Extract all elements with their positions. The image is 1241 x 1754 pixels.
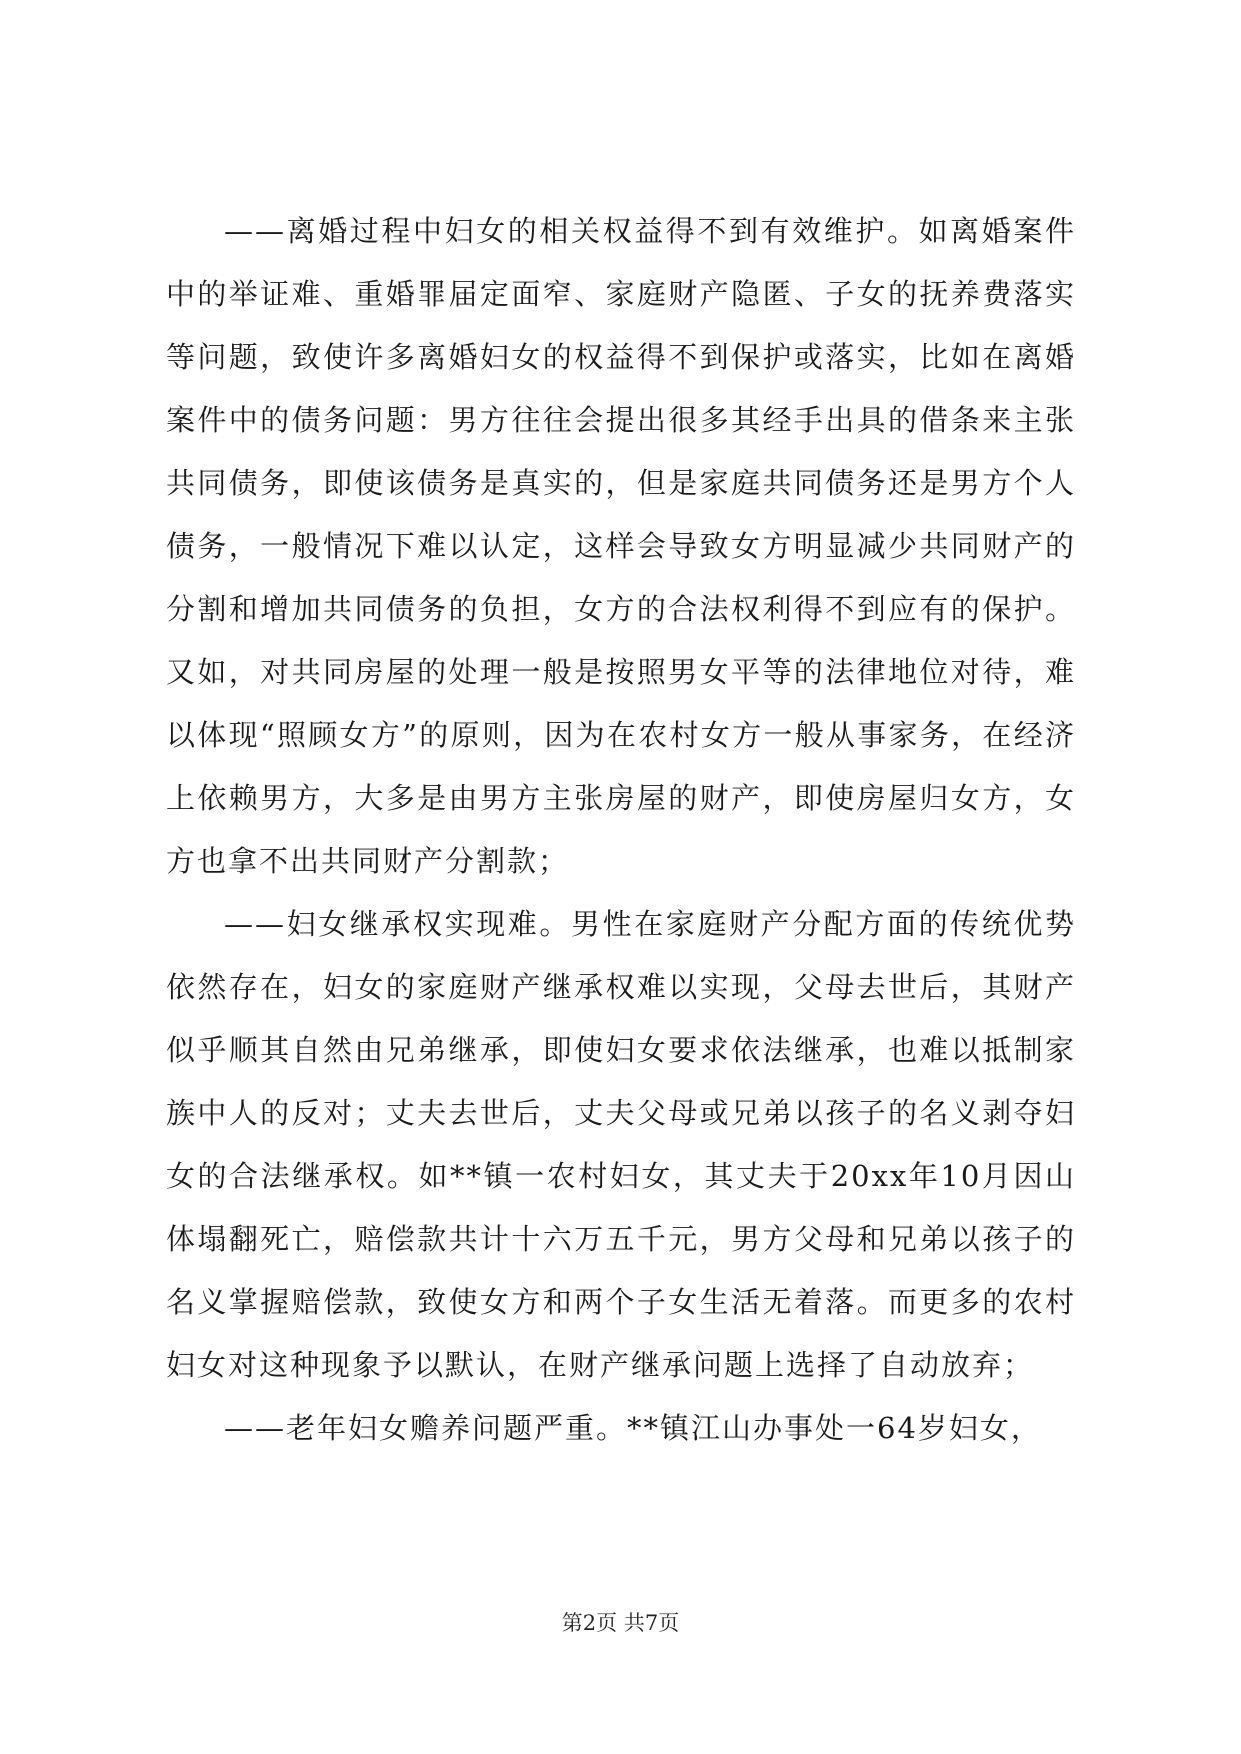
page-footer <box>0 1608 1241 1638</box>
paragraph-elderly-support: ——老年妇女赡养问题严重。**镇江山办事处一64岁妇女， <box>224 1411 1042 1445</box>
paragraph-divorce-rights: ——离婚过程中妇女的相关权益得不到有效维护。如离婚案件中的举证难、重婚罪届定面窄、家庭财产隐匿、子女的抚养费落实等问题，致使许多离婚妇女的权益得不到保护或落实，比如在离婚案件中的债务问题：男方往往会提出很多其经手出具的借条来主张共同债务，即使该债务是真实的，但是家庭共同债务还是男方个人债务，一般情况下难以认定，这样会导致女方明显减少共同财产的分割和增加共同债务的负担，女方的合法权利得不到应有的保护。又如，对共同房屋的处理一般是按照男女平等的法律地位对待，难以体现“照顾女方”的原则，因为在农村女方一般从事家务，在经济上依赖男方，大多是由男方主张房屋的财产，即使房屋归女方，女方也拿不出共同财产分割款； <box>166 214 1076 878</box>
paragraph-inheritance-rights: ——妇女继承权实现难。男性在家庭财产分配方面的传统优势依然存在，妇女的家庭财产继承权难以实现，父母去世后，其财产似乎顺其自然由兄弟继承，即使妇女要求依法继承，也难以抵制家族中人的反对；丈夫去世后，丈夫父母或兄弟以孩子的名义剥夺妇女的合法继承权。如**镇一农村妇女，其丈夫于20xx年10月因山体塌翻死亡，赔偿款共计十六万五千元，男方父母和兄弟以孩子的名义掌握赔偿款，致使女方和两个子女生活无着落。而更多的农村妇女对这种现象予以默认，在财产继承问题上选择了自动放弃； <box>166 907 1076 1382</box>
document-body <box>166 200 1076 1460</box>
page-number-label: 第2页 共7页 <box>561 1611 680 1635</box>
